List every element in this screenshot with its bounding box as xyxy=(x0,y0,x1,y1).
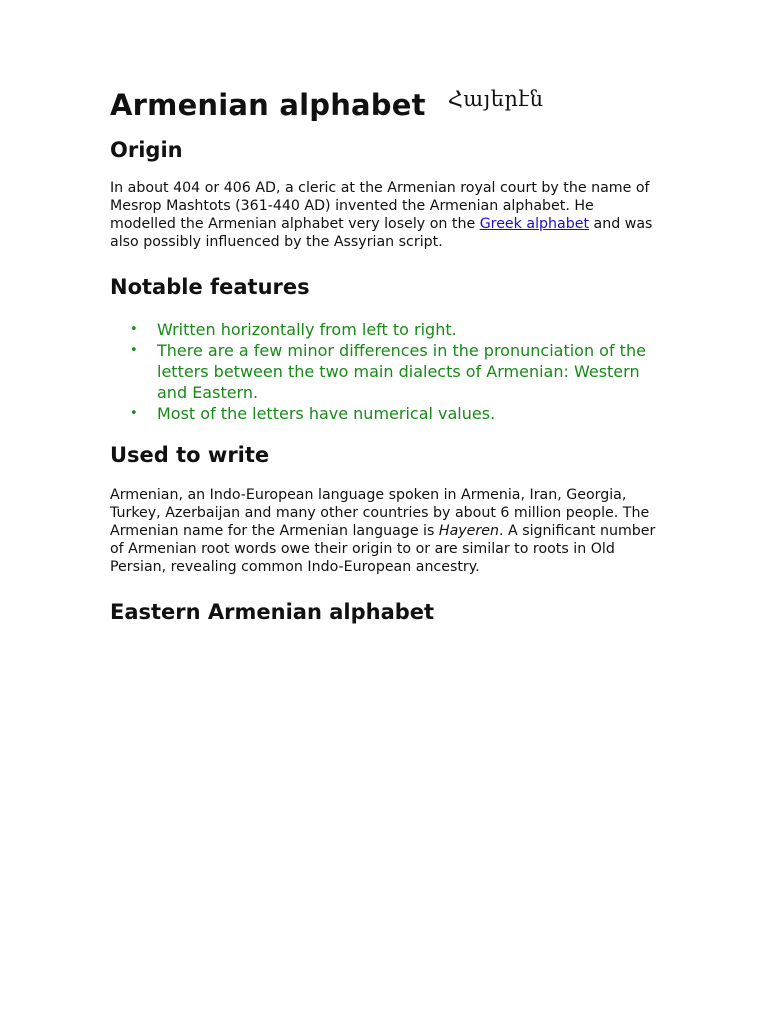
origin-heading: Origin xyxy=(110,138,183,162)
used-heading: Used to write xyxy=(110,443,270,467)
used-text-2: . A significant number of Armenian root words owe their origin to or are similar to roots in Old Persian, revealing common Indo-European ancestry. xyxy=(110,523,656,575)
page-title: Armenian alphabet xyxy=(110,88,426,122)
title-row xyxy=(110,84,658,130)
origin-text-1: In about 404 or 406 AD, a cleric at the Armenian royal court by the name of Mesrop Mashtots (361-440 AD) invented the Armenian alphabet. He modelled the Armenian alphabet very losely on the xyxy=(110,180,650,232)
list-item-text: Written horizontally from left to right. xyxy=(157,320,457,339)
greek-alphabet-link[interactable]: Greek alphabet xyxy=(479,216,590,232)
bullet-icon: • xyxy=(130,343,138,358)
native-title: Հայերէն xyxy=(447,87,544,111)
used-paragraph xyxy=(110,486,658,576)
origin-paragraph xyxy=(110,179,658,251)
eastern-heading: Eastern Armenian alphabet xyxy=(110,600,435,624)
list-item xyxy=(110,319,658,340)
features-heading: Notable features xyxy=(110,275,310,299)
list-item-text: There are a few minor differences in the pronunciation of the letters between the two main dialects of Armenian: Western and Eastern. xyxy=(157,341,646,402)
list-item-text: Most of the letters have numerical values. xyxy=(157,404,496,423)
used-text-1: Armenian, an Indo-European language spoken in Armenia, Iran, Georgia, Turkey, Azerbaijan and many other countries by about 6 million people. The Armenian name for the Armenian language is xyxy=(110,487,650,539)
features-list xyxy=(110,319,658,424)
list-item xyxy=(110,340,658,403)
bullet-icon: • xyxy=(130,406,138,421)
bullet-icon: • xyxy=(130,322,138,337)
hayeren-term: Hayeren xyxy=(438,523,499,539)
list-item xyxy=(110,403,658,424)
origin-text-2: and was also possibly influenced by the Assyrian script. xyxy=(110,216,653,250)
